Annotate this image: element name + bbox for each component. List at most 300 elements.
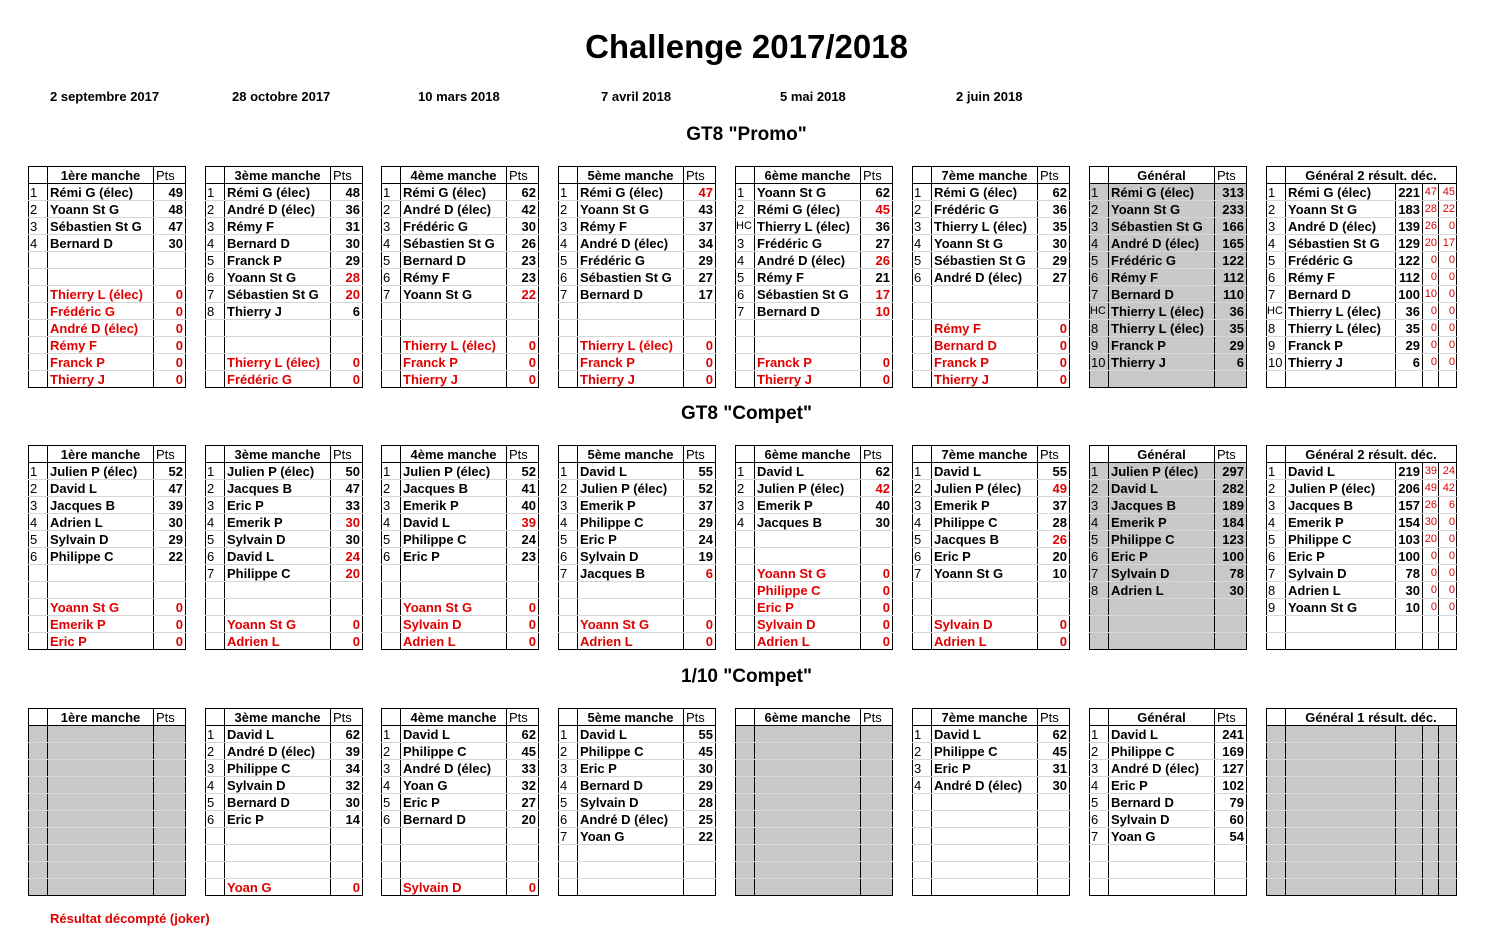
points-value: 0 (507, 599, 539, 616)
rank-cell: 3 (559, 497, 578, 514)
rank-cell: 2 (1090, 743, 1109, 760)
driver-name: Bernard D (48, 235, 154, 252)
table-row (206, 514, 363, 531)
table-row (1090, 235, 1247, 252)
table-header (206, 709, 363, 726)
date-1: 2 septembre 2017 (50, 89, 160, 104)
points-value: 10 (1038, 565, 1070, 582)
discarded-result-1: 28 (1423, 201, 1439, 218)
table-row (736, 811, 893, 828)
table-row (382, 497, 539, 514)
driver-name: Eric P (1286, 548, 1396, 565)
driver-name: Frédéric G (225, 371, 331, 388)
table-row (913, 497, 1070, 514)
driver-name (755, 794, 861, 811)
discarded-result-1: 0 (1423, 599, 1439, 616)
driver-name (401, 862, 507, 879)
table-row (1090, 354, 1247, 371)
rank-cell: 5 (559, 531, 578, 548)
driver-name (755, 760, 861, 777)
rank-cell: 5 (1090, 252, 1109, 269)
rank-cell: 6 (382, 269, 401, 286)
standings-table (1089, 445, 1247, 650)
table-row (206, 726, 363, 743)
points-header: Pts (1215, 167, 1247, 184)
discarded-result-2: 42 (1439, 480, 1457, 497)
rank-cell: 4 (736, 252, 755, 269)
points-value: 0 (507, 354, 539, 371)
table-row (1090, 599, 1247, 616)
points-value: 32 (507, 777, 539, 794)
discarded-result-1 (1423, 794, 1439, 811)
header-rank-cell (913, 167, 932, 184)
rank-cell: 10 (1267, 354, 1286, 371)
driver-name: Eric P (225, 811, 331, 828)
points-value: 36 (1396, 303, 1423, 320)
discarded-result-2 (1439, 862, 1457, 879)
points-value: 17 (861, 286, 893, 303)
table-row (29, 845, 186, 862)
driver-name: Bernard D (225, 235, 331, 252)
rank-cell: 1 (1267, 463, 1286, 480)
discarded-result-2: 22 (1439, 201, 1457, 218)
table-row (913, 235, 1070, 252)
points-value: 184 (1215, 514, 1247, 531)
table-header (29, 709, 186, 726)
points-value: 45 (507, 743, 539, 760)
driver-name: Rémy F (401, 269, 507, 286)
driver-name: Jacques B (1109, 497, 1215, 514)
rank-cell: 3 (206, 497, 225, 514)
driver-name: Rémy F (1286, 269, 1396, 286)
points-value: 20 (331, 286, 363, 303)
driver-name (755, 548, 861, 565)
driver-name: Philippe C (48, 548, 154, 565)
rank-cell: 1 (913, 726, 932, 743)
table-row (736, 845, 893, 862)
table-row (1267, 599, 1457, 616)
table-row (736, 879, 893, 896)
points-value: 169 (1215, 743, 1247, 760)
points-value (684, 862, 716, 879)
points-value: 34 (331, 760, 363, 777)
points-value: 36 (1215, 303, 1247, 320)
table-row (206, 777, 363, 794)
points-value: 112 (1215, 269, 1247, 286)
discarded-result-1: 20 (1423, 531, 1439, 548)
rank-cell: 1 (382, 726, 401, 743)
rank-cell: 6 (559, 811, 578, 828)
points-value: 100 (1396, 548, 1423, 565)
points-value: 0 (861, 371, 893, 388)
rank-cell: 6 (1090, 269, 1109, 286)
driver-name: Philippe C (225, 565, 331, 582)
rank-cell: 5 (559, 794, 578, 811)
table-row (736, 777, 893, 794)
table-row (1090, 463, 1247, 480)
rank-cell (913, 599, 932, 616)
points-value (154, 811, 186, 828)
driver-name: Franck P (48, 354, 154, 371)
points-value (861, 794, 893, 811)
points-value: 29 (1215, 337, 1247, 354)
table-header (1090, 709, 1247, 726)
points-value (1396, 811, 1423, 828)
table-row (736, 337, 893, 354)
rank-cell: 3 (736, 235, 755, 252)
table-row (206, 565, 363, 582)
points-value: 233 (1215, 201, 1247, 218)
driver-name: Thierry L (élec) (1109, 303, 1215, 320)
rank-cell: 7 (382, 286, 401, 303)
table-row (29, 252, 186, 269)
table-row (1090, 760, 1247, 777)
rank-cell (559, 320, 578, 337)
driver-name: Yoann St G (401, 286, 507, 303)
points-value (861, 828, 893, 845)
rank-cell: 5 (1090, 794, 1109, 811)
driver-name: Thierry J (48, 371, 154, 388)
points-value: 30 (1038, 777, 1070, 794)
rank-cell (736, 354, 755, 371)
table-row (736, 828, 893, 845)
table-row (913, 794, 1070, 811)
rank-cell: 6 (913, 269, 932, 286)
table-row (1267, 743, 1457, 760)
driver-name (578, 845, 684, 862)
table-row (29, 480, 186, 497)
header-rank-cell (1090, 446, 1109, 463)
points-value: 0 (507, 337, 539, 354)
points-value: 0 (684, 354, 716, 371)
table-row (559, 726, 716, 743)
rank-cell: 3 (913, 760, 932, 777)
points-value: 10 (861, 303, 893, 320)
table-row (736, 320, 893, 337)
driver-name: Sébastien St G (578, 269, 684, 286)
table-row (559, 354, 716, 371)
table-header (913, 709, 1070, 726)
discarded-result-1: 0 (1423, 565, 1439, 582)
rank-cell: 1 (559, 726, 578, 743)
driver-name: Thierry J (1109, 354, 1215, 371)
round-header: Général 1 résult. déc. (1286, 709, 1457, 726)
table-row (913, 337, 1070, 354)
table-row (382, 201, 539, 218)
discarded-result-2: 0 (1439, 514, 1457, 531)
points-value: 42 (507, 201, 539, 218)
table-row (1090, 743, 1247, 760)
rank-cell (29, 269, 48, 286)
table-row (559, 845, 716, 862)
points-value: 54 (1215, 828, 1247, 845)
table-row (736, 548, 893, 565)
driver-name: Rémi G (élec) (401, 184, 507, 201)
rank-cell (382, 337, 401, 354)
rank-cell (736, 743, 755, 760)
table-row (1090, 726, 1247, 743)
table-row (206, 286, 363, 303)
table-row (382, 828, 539, 845)
rank-cell (559, 354, 578, 371)
discarded-result-1: 0 (1423, 548, 1439, 565)
table-header (29, 446, 186, 463)
table-row (1267, 845, 1457, 862)
round-header: 1ère manche (48, 167, 154, 184)
table-row (736, 184, 893, 201)
rank-cell: 6 (736, 286, 755, 303)
driver-name: Sébastien St G (932, 252, 1038, 269)
table-row (206, 616, 363, 633)
rank-cell: 6 (206, 811, 225, 828)
table-row (1090, 497, 1247, 514)
rank-cell: 1 (206, 726, 225, 743)
driver-name (1109, 879, 1215, 896)
table-row (913, 463, 1070, 480)
points-value: 55 (684, 726, 716, 743)
date-4: 7 avril 2018 (601, 89, 672, 104)
discarded-result-1: 0 (1423, 337, 1439, 354)
points-value (154, 726, 186, 743)
rank-cell: 1 (736, 184, 755, 201)
rank-cell: 6 (1090, 811, 1109, 828)
table-row (206, 480, 363, 497)
table-row (206, 184, 363, 201)
points-value: 35 (1215, 320, 1247, 337)
standings-table (1089, 708, 1247, 896)
table-row (29, 633, 186, 650)
rank-cell: 1 (1090, 184, 1109, 201)
driver-name: Adrien L (578, 633, 684, 650)
round-header: 3ème manche (225, 167, 331, 184)
points-value: 30 (154, 514, 186, 531)
points-value (684, 582, 716, 599)
points-value: 127 (1215, 760, 1247, 777)
points-value: 40 (861, 497, 893, 514)
table-row (913, 201, 1070, 218)
header-rank-cell (913, 709, 932, 726)
table-row (206, 201, 363, 218)
points-value: 41 (507, 480, 539, 497)
section-title-gt8-promo: GT8 "Promo" (686, 124, 807, 145)
driver-name (755, 845, 861, 862)
table-row (736, 235, 893, 252)
table-row (29, 828, 186, 845)
table-row (1267, 633, 1457, 650)
points-value (1215, 845, 1247, 862)
driver-name: Emerik P (755, 497, 861, 514)
rank-cell (736, 760, 755, 777)
driver-name: Yoann St G (755, 184, 861, 201)
points-value (154, 862, 186, 879)
discarded-result-1: 0 (1423, 269, 1439, 286)
points-value: 30 (154, 235, 186, 252)
points-value: 0 (154, 633, 186, 650)
driver-name: Eric P (578, 531, 684, 548)
driver-name: David L (48, 480, 154, 497)
points-value: 23 (507, 548, 539, 565)
points-value (331, 582, 363, 599)
table-row (29, 514, 186, 531)
discarded-result-1: 0 (1423, 354, 1439, 371)
points-value: 30 (861, 514, 893, 531)
table-row (559, 616, 716, 633)
rank-cell (29, 743, 48, 760)
table-row (1267, 463, 1457, 480)
table-header (1267, 167, 1457, 184)
driver-name (755, 811, 861, 828)
points-value: 0 (331, 616, 363, 633)
table-row (29, 371, 186, 388)
table-row (206, 303, 363, 320)
rank-cell: 7 (206, 565, 225, 582)
points-value: 6 (1396, 354, 1423, 371)
points-value: 0 (684, 371, 716, 388)
points-value: 26 (861, 252, 893, 269)
table-row (1090, 252, 1247, 269)
driver-name: Franck P (1109, 337, 1215, 354)
driver-name: Thierry L (élec) (1286, 320, 1396, 337)
driver-name: Julien P (élec) (48, 463, 154, 480)
points-value: 29 (684, 514, 716, 531)
table-row (913, 184, 1070, 201)
driver-name: David L (1109, 480, 1215, 497)
driver-name: Thierry J (932, 371, 1038, 388)
rank-cell: 4 (29, 514, 48, 531)
standings-table (735, 445, 893, 650)
points-header: Pts (684, 167, 716, 184)
driver-name (1286, 794, 1396, 811)
driver-name (401, 303, 507, 320)
driver-name: Bernard D (932, 337, 1038, 354)
standings-table (28, 166, 186, 388)
rank-cell: 6 (1267, 269, 1286, 286)
driver-name: Sylvain D (1286, 565, 1396, 582)
rank-cell: 4 (1090, 235, 1109, 252)
driver-name: Bernard D (1286, 286, 1396, 303)
rank-cell: 6 (913, 548, 932, 565)
driver-name: Eric P (225, 497, 331, 514)
driver-name: Frédéric G (401, 218, 507, 235)
table-row (913, 548, 1070, 565)
standings-table (205, 166, 363, 388)
points-header: Pts (331, 167, 363, 184)
points-value: 112 (1396, 269, 1423, 286)
points-value: 0 (507, 371, 539, 388)
points-value: 30 (684, 760, 716, 777)
round-header: 6ème manche (755, 709, 861, 726)
table-row (382, 616, 539, 633)
header-rank-cell (736, 446, 755, 463)
points-value: 6 (331, 303, 363, 320)
rank-cell (1267, 726, 1286, 743)
discarded-result-2: 0 (1439, 582, 1457, 599)
round-header: 7ème manche (932, 709, 1038, 726)
points-value (861, 743, 893, 760)
points-value (1215, 371, 1247, 388)
rank-cell (29, 599, 48, 616)
rank-cell: 2 (382, 201, 401, 218)
rank-cell: 6 (29, 548, 48, 565)
rank-cell (559, 879, 578, 896)
table-row (206, 828, 363, 845)
round-header: Général (1109, 446, 1215, 463)
rank-cell (29, 354, 48, 371)
table-row (1090, 201, 1247, 218)
rank-cell (1267, 760, 1286, 777)
discarded-result-2: 24 (1439, 463, 1457, 480)
discarded-result-1: 30 (1423, 514, 1439, 531)
points-value: 0 (684, 633, 716, 650)
points-header: Pts (507, 709, 539, 726)
rank-cell: 7 (1267, 565, 1286, 582)
points-value: 29 (684, 777, 716, 794)
table-header (382, 709, 539, 726)
rank-cell (736, 879, 755, 896)
table-header (382, 446, 539, 463)
driver-name (48, 794, 154, 811)
driver-name: Philippe C (1286, 531, 1396, 548)
table-header (559, 167, 716, 184)
rank-cell (736, 811, 755, 828)
rank-cell (29, 565, 48, 582)
rank-cell: 2 (382, 743, 401, 760)
points-value: 0 (331, 633, 363, 650)
header-rank-cell (206, 709, 225, 726)
table-row (206, 463, 363, 480)
driver-name: Eric P (1109, 548, 1215, 565)
driver-name: Rémy F (755, 269, 861, 286)
rank-cell (382, 354, 401, 371)
driver-name: André D (élec) (1109, 760, 1215, 777)
table-row (736, 201, 893, 218)
driver-name (48, 828, 154, 845)
discarded-result-2: 45 (1439, 184, 1457, 201)
points-value: 282 (1215, 480, 1247, 497)
round-header: 6ème manche (755, 167, 861, 184)
table-row (559, 371, 716, 388)
points-value: 19 (684, 548, 716, 565)
rank-cell (206, 633, 225, 650)
driver-name: André D (élec) (401, 760, 507, 777)
points-value: 47 (684, 184, 716, 201)
table-row (736, 616, 893, 633)
rank-cell: 3 (736, 497, 755, 514)
rank-cell: 4 (913, 235, 932, 252)
discarded-result-2: 0 (1439, 286, 1457, 303)
round-header: 7ème manche (932, 167, 1038, 184)
table-row (1267, 531, 1457, 548)
driver-name: Thierry J (755, 371, 861, 388)
driver-name: Eric P (755, 599, 861, 616)
table-row (913, 218, 1070, 235)
table-row (736, 218, 893, 235)
points-value (154, 828, 186, 845)
rank-cell: 1 (206, 463, 225, 480)
rank-cell (736, 794, 755, 811)
rank-cell (736, 565, 755, 582)
points-value (331, 845, 363, 862)
driver-name (48, 726, 154, 743)
driver-name (1286, 879, 1396, 896)
standings-table (205, 708, 363, 896)
driver-name (225, 828, 331, 845)
rank-cell: 8 (1090, 582, 1109, 599)
rank-cell: 6 (382, 548, 401, 565)
points-value: 0 (507, 633, 539, 650)
driver-name (225, 862, 331, 879)
rank-cell (29, 794, 48, 811)
